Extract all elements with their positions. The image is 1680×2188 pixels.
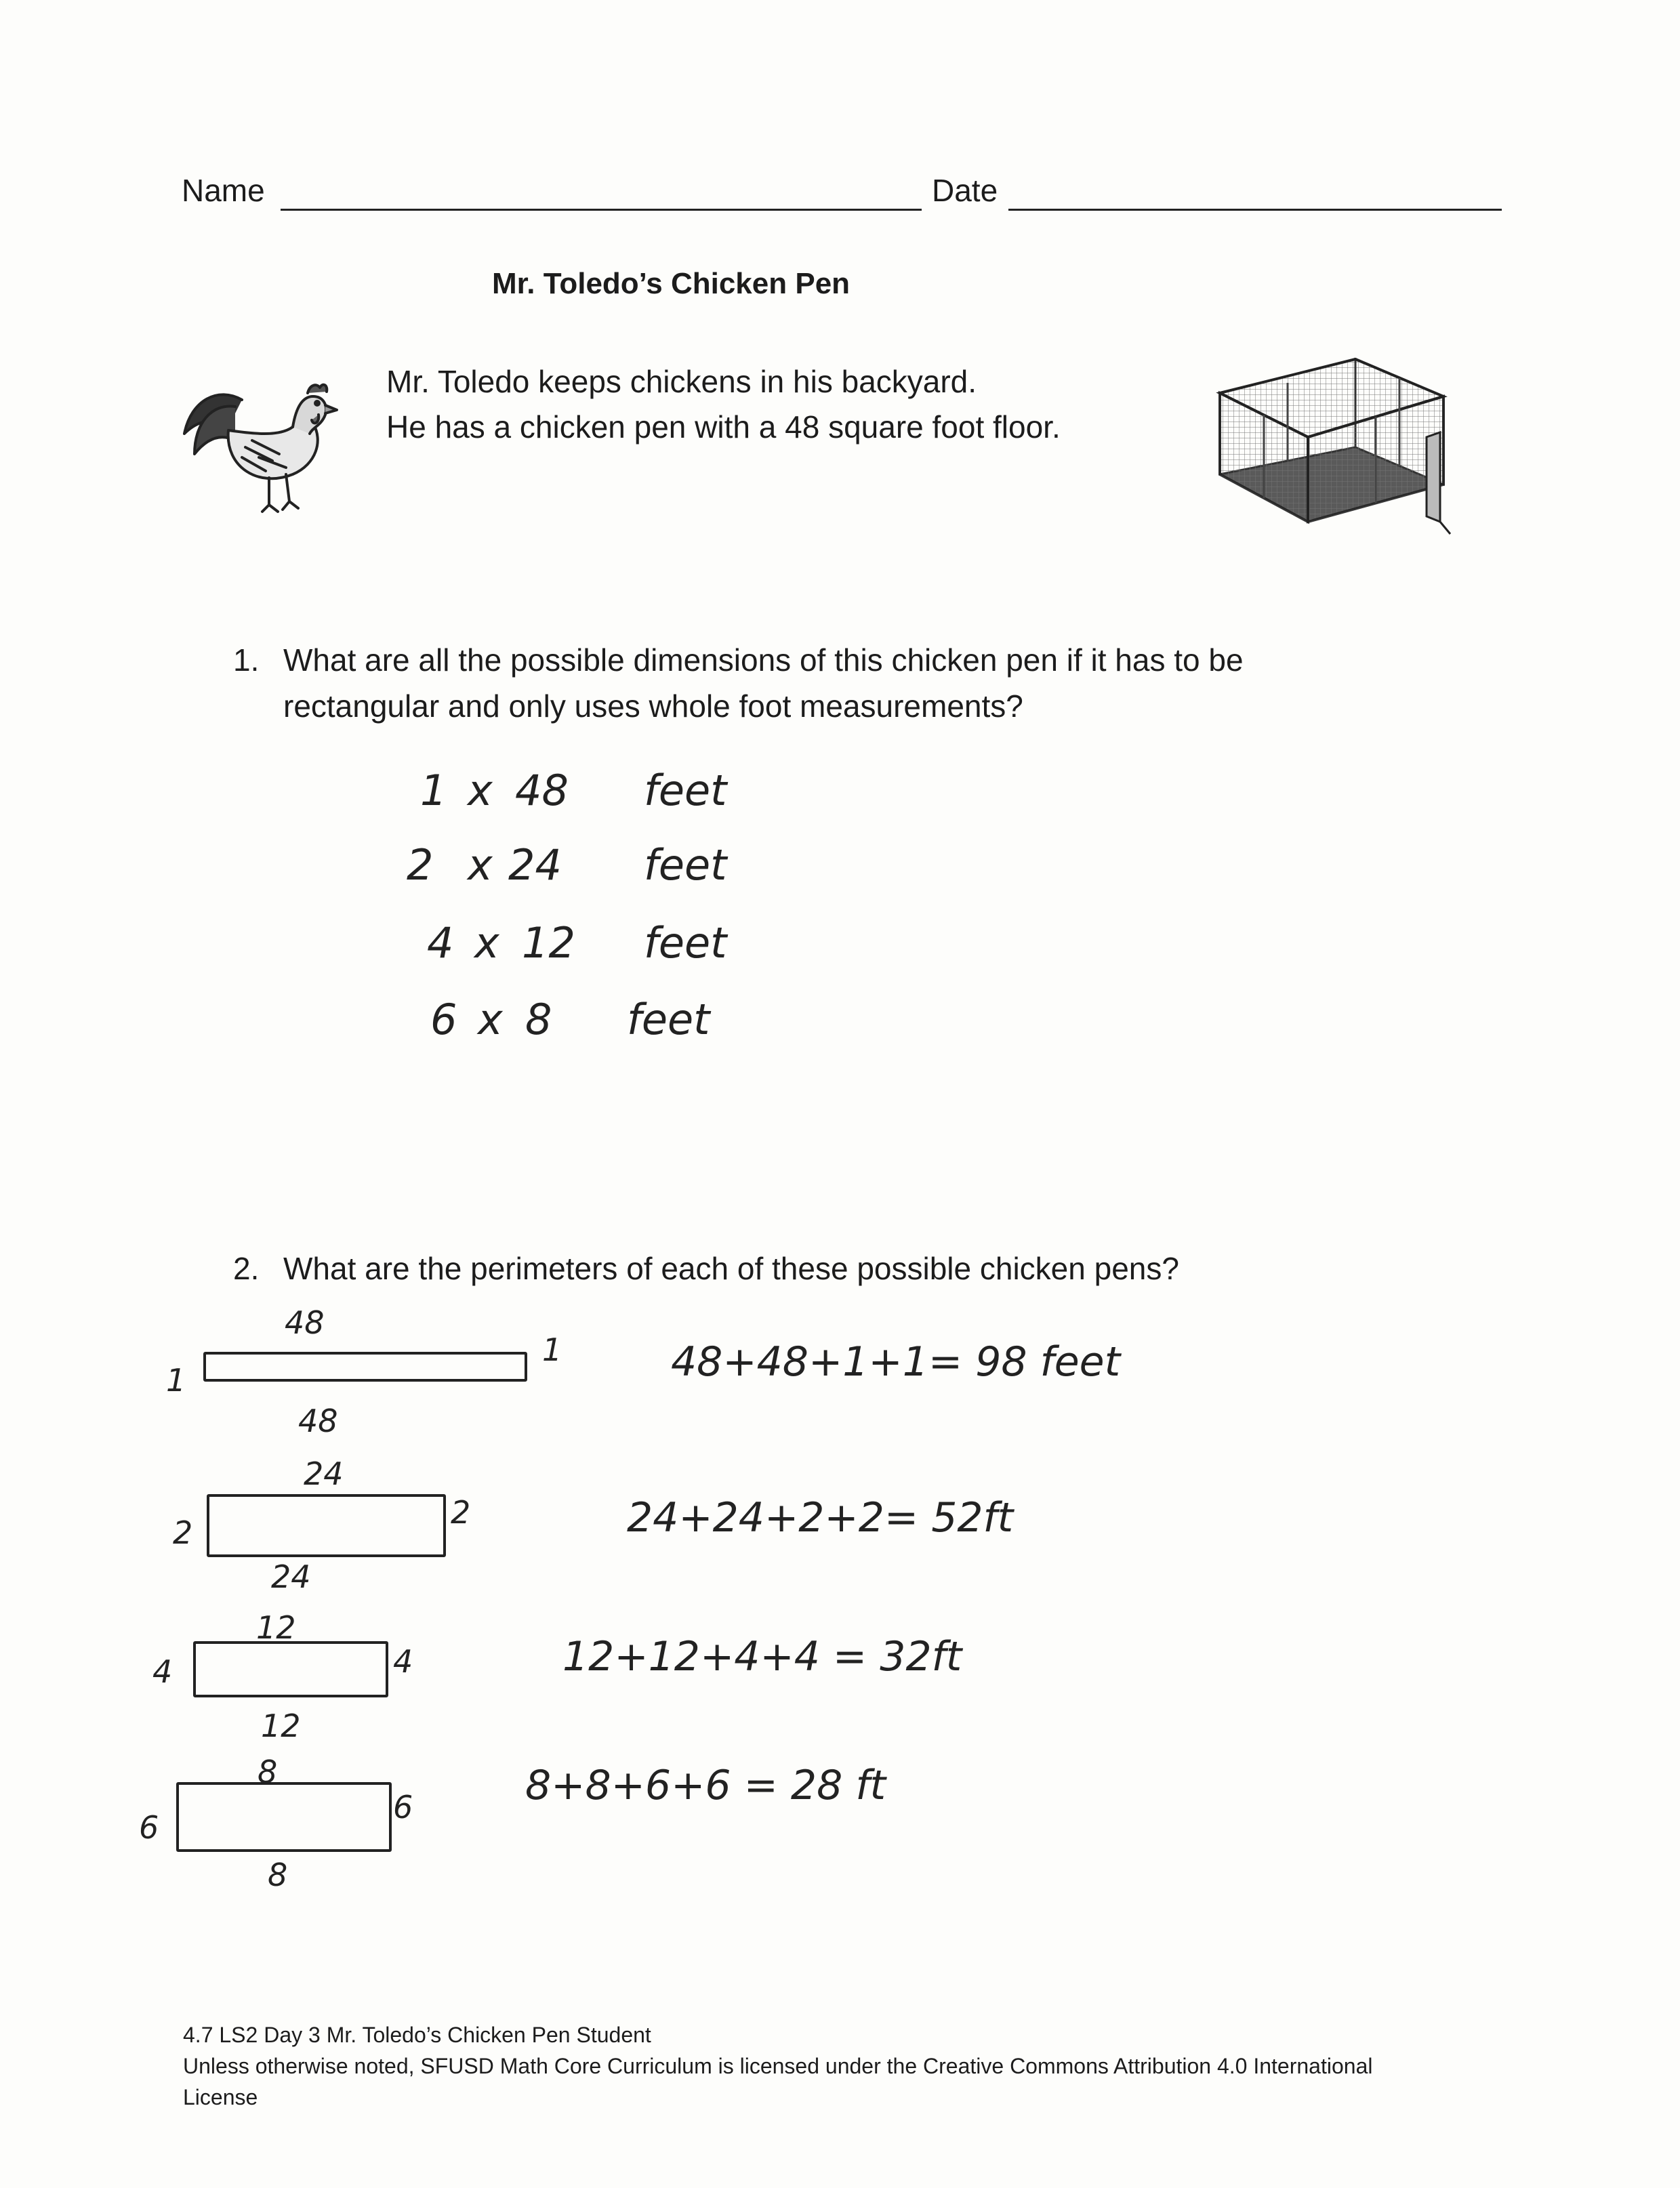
intro-line-2: He has a chicken pen with a 48 square foot floor. [386, 409, 1061, 445]
question-2 [233, 1245, 1385, 1293]
answer-width: 6 [430, 995, 457, 1044]
question-2-text: What are the perimeters of each of these possible chicken pens? [283, 1251, 1179, 1286]
name-label: Name [182, 173, 265, 208]
question-1-line-2: rectangular and only uses whole foot measurements? [283, 688, 1023, 724]
question-1-line-1: What are all the possible dimensions of this chicken pen if it has to be [283, 642, 1244, 678]
answer-width: 4 [427, 918, 454, 968]
pen-right-label: 4 [393, 1643, 413, 1680]
pen-left-label: 4 [152, 1653, 173, 1690]
pen-right-label: 6 [393, 1789, 413, 1825]
footer-line-1: 4.7 LS2 Day 3 Mr. Toledo’s Chicken Pen Student [183, 2023, 651, 2047]
page-title: Mr. Toledo’s Chicken Pen [491, 267, 851, 300]
answer-width: 1 [420, 766, 447, 815]
question-1 [233, 637, 1385, 739]
pen-rectangle [193, 1641, 388, 1697]
pen-right-label: 2 [451, 1494, 471, 1531]
perimeter-equation: 8+8+6+6 = 28 ft [525, 1762, 886, 1809]
pen-bottom-label: 12 [261, 1708, 301, 1744]
answer-row [427, 918, 726, 968]
question-2-number: 2. [233, 1251, 260, 1286]
pen-bottom-label: 48 [298, 1403, 338, 1439]
footer-line-3: License [183, 2085, 258, 2109]
rooster-icon [178, 373, 340, 518]
pen-rectangle [176, 1782, 392, 1852]
answer-unit: feet [644, 918, 727, 968]
chicken-pen-cage-icon [1206, 318, 1464, 569]
perimeter-equation: 12+12+4+4 = 32ft [562, 1633, 962, 1680]
pen-rectangle [203, 1352, 527, 1382]
answer-times: x [468, 766, 493, 815]
pen-top-label: 8 [258, 1754, 278, 1790]
answer-unit: feet [627, 995, 710, 1044]
answer-unit: feet [644, 766, 727, 815]
perimeter-equation: 24+24+2+2= 52ft [627, 1494, 1014, 1542]
pen-bottom-label: 24 [271, 1559, 311, 1595]
date-label: Date [932, 173, 998, 208]
answer-times: x [474, 918, 499, 968]
pen-rectangle [207, 1494, 446, 1557]
pen-left-label: 1 [166, 1362, 186, 1399]
answer-length: 8 [525, 995, 552, 1044]
question-1-number: 1. [233, 642, 260, 678]
intro-line-1: Mr. Toledo keeps chickens in his backyard. [386, 364, 977, 399]
pen-top-label: 12 [256, 1609, 296, 1646]
answer-unit: feet [644, 840, 727, 890]
answer-length: 24 [508, 840, 562, 890]
answer-width: 2 [407, 840, 434, 890]
answer-length: 48 [515, 766, 569, 815]
date-field-line[interactable] [1008, 209, 1502, 211]
pen-top-label: 48 [285, 1304, 325, 1341]
name-field-line[interactable] [281, 209, 922, 211]
answer-row [407, 840, 726, 890]
pen-top-label: 24 [304, 1456, 344, 1492]
pen-right-label: 1 [542, 1332, 562, 1368]
pen-bottom-label: 8 [268, 1857, 288, 1893]
answer-row [430, 995, 710, 1044]
answer-times: x [478, 995, 503, 1044]
perimeter-equation: 48+48+1+1= 98 feet [671, 1338, 1121, 1386]
footer [183, 2019, 1538, 2113]
pen-left-label: 6 [139, 1809, 159, 1846]
footer-line-2: Unless otherwise noted, SFUSD Math Core Curriculum is licensed under the Creative Commons Attribution 4.0 International [183, 2054, 1373, 2078]
answer-times: x [468, 840, 493, 890]
pen-left-label: 2 [173, 1514, 193, 1551]
answer-row [420, 766, 726, 815]
answer-length: 12 [522, 918, 575, 968]
